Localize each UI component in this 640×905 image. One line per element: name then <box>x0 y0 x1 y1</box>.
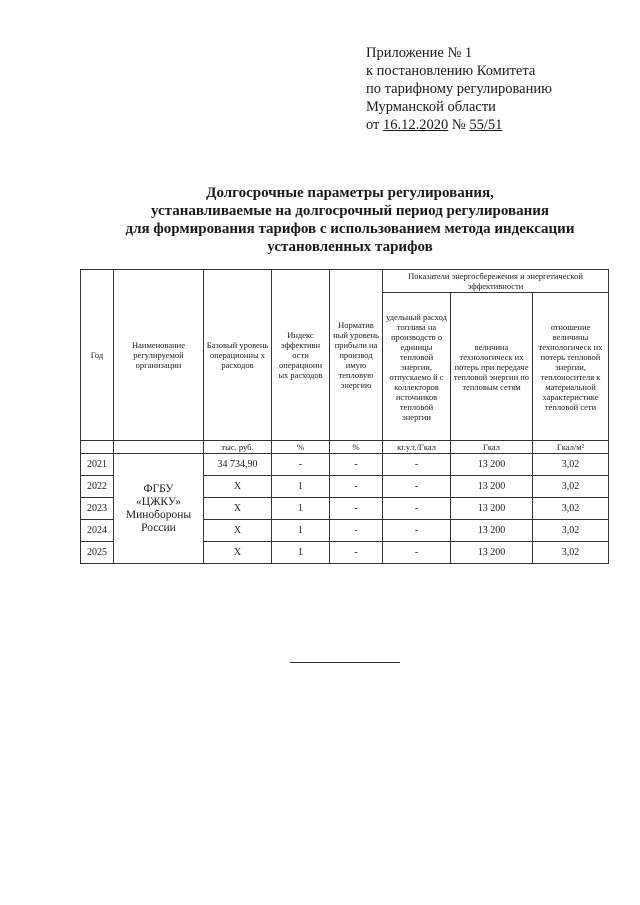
annex-line-4: Мурманской области <box>366 99 496 115</box>
header-ratio: отношение величины технологическ их потерь тепловой энергии, теплоносителя к материальной характеристике тепловой сети <box>533 293 609 441</box>
cell-losses: 13 200 <box>451 454 533 476</box>
cell-losses: 13 200 <box>451 542 533 564</box>
unit-norm: % <box>330 441 383 454</box>
annex-date: 16.12.2020 <box>383 117 449 133</box>
cell-norm: - <box>330 498 383 520</box>
header-efficiency-group: Показатели энергосбережения и энергетической эффективности <box>383 270 609 293</box>
document-title <box>80 184 620 256</box>
parameters-table <box>80 269 609 564</box>
header-base: Базовый уровень операционны х расходов <box>204 270 272 441</box>
annex-number: 55/51 <box>469 117 503 133</box>
cell-fuel: - <box>383 498 451 520</box>
header-fuel: удельный расход топлива на производств о единицы тепловой энергии, отпускаемо й с коллекторов источников тепловой энергии <box>383 293 451 441</box>
cell-losses: 13 200 <box>451 476 533 498</box>
annex-number-prefix: № <box>448 117 470 133</box>
cell-fuel: - <box>383 476 451 498</box>
cell-index: 1 <box>272 542 330 564</box>
cell-norm: - <box>330 542 383 564</box>
cell-year: 2025 <box>81 542 114 564</box>
cell-organization <box>114 454 204 564</box>
cell-year: 2022 <box>81 476 114 498</box>
org-line-2: «ЦЖКУ» <box>136 495 181 508</box>
cell-fuel: - <box>383 520 451 542</box>
cell-base: X <box>204 520 272 542</box>
cell-fuel: - <box>383 454 451 476</box>
cell-year: 2024 <box>81 520 114 542</box>
annex-line-2: к постановлению Комитета <box>366 63 536 79</box>
unit-base: тыс. руб. <box>204 441 272 454</box>
cell-norm: - <box>330 520 383 542</box>
unit-index: % <box>272 441 330 454</box>
table-row <box>81 454 609 476</box>
title-line-4: установленных тарифов <box>267 239 433 255</box>
unit-ratio: Гкал/м² <box>533 441 609 454</box>
cell-ratio: 3,02 <box>533 498 609 520</box>
cell-fuel: - <box>383 542 451 564</box>
annex-line-1: Приложение № 1 <box>366 45 473 61</box>
annex-line-3: по тарифному регулированию <box>366 81 552 97</box>
cell-ratio: 3,02 <box>533 476 609 498</box>
annex-line-5 <box>366 116 626 134</box>
cell-norm: - <box>330 454 383 476</box>
annex-block <box>366 44 626 134</box>
header-norm: Норматив ный уровень прибыли на производ имую тепловую энергию <box>330 270 383 441</box>
unit-empty <box>114 441 204 454</box>
title-line-1: Долгосрочные параметры регулирования, <box>206 185 494 201</box>
cell-base: 34 734,90 <box>204 454 272 476</box>
cell-base: X <box>204 476 272 498</box>
cell-losses: 13 200 <box>451 498 533 520</box>
org-line-3: Минобороны <box>125 508 192 521</box>
header-losses: величина технологическ их потерь при передаче тепловой энергии по тепловым сетям <box>451 293 533 441</box>
cell-base: X <box>204 498 272 520</box>
header-year: Год <box>81 270 114 441</box>
unit-empty <box>81 441 114 454</box>
cell-norm: - <box>330 476 383 498</box>
title-line-2: устанавливаемые на долгосрочный период регулирования <box>150 203 550 219</box>
cell-index: - <box>272 454 330 476</box>
annex-date-prefix: от <box>366 117 384 133</box>
unit-fuel: кг.у.т./Гкал <box>383 441 451 454</box>
cell-ratio: 3,02 <box>533 520 609 542</box>
cell-index: 1 <box>272 520 330 542</box>
org-line-4: России <box>141 521 176 534</box>
cell-index: 1 <box>272 498 330 520</box>
unit-losses: Гкал <box>451 441 533 454</box>
cell-index: 1 <box>272 476 330 498</box>
cell-year: 2023 <box>81 498 114 520</box>
header-org: Наименование регулируемой организации <box>114 270 204 441</box>
cell-ratio: 3,02 <box>533 542 609 564</box>
closing-divider <box>290 662 400 663</box>
cell-losses: 13 200 <box>451 520 533 542</box>
header-index: Индекс эффективн ости операционн ых расходов <box>272 270 330 441</box>
cell-ratio: 3,02 <box>533 454 609 476</box>
cell-year: 2021 <box>81 454 114 476</box>
org-line-1: ФГБУ <box>143 482 174 495</box>
cell-base: X <box>204 542 272 564</box>
title-line-3: для формирования тарифов с использованием метода индексации <box>125 221 575 237</box>
